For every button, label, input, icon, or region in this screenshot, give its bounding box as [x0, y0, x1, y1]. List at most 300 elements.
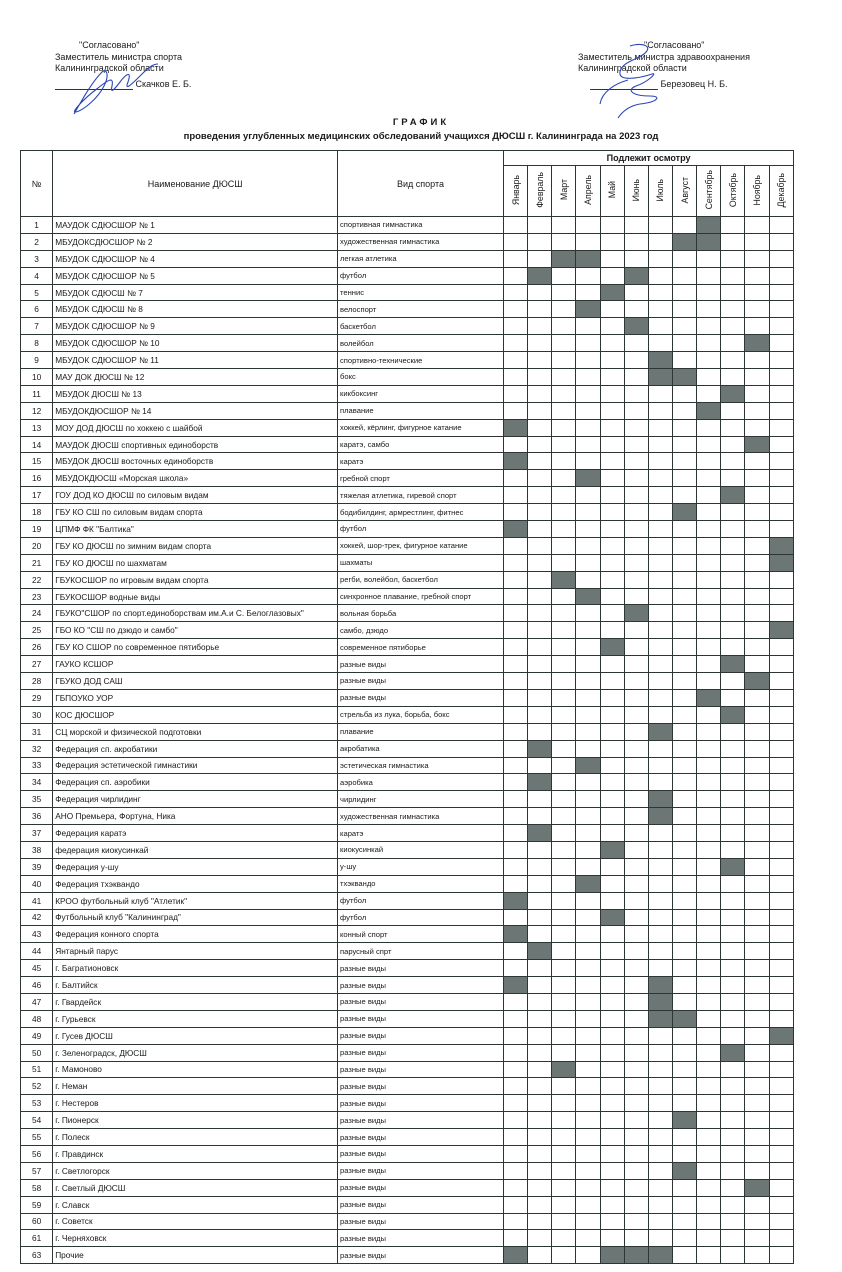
exam-month-cell	[648, 1145, 672, 1162]
exam-month-cell	[697, 858, 721, 875]
exam-month-cell	[673, 1027, 697, 1044]
exam-month-cell	[552, 301, 576, 318]
exam-month-cell	[745, 453, 769, 470]
sport-type: разные виды	[338, 673, 504, 690]
row-number: 6	[21, 301, 53, 318]
exam-month-cell	[721, 402, 745, 419]
exam-month-marked	[721, 385, 745, 402]
exam-month-cell	[648, 909, 672, 926]
document-subtitle: проведения углубленных медицинских обследований учащихся ДЮСШ г. Калининграда на 2023 год	[183, 131, 659, 142]
exam-month-cell	[552, 926, 576, 943]
exam-month-cell	[576, 1027, 600, 1044]
exam-month-cell	[721, 808, 745, 825]
exam-month-cell	[721, 926, 745, 943]
exam-month-cell	[552, 504, 576, 521]
exam-month-marked	[600, 639, 624, 656]
exam-month-cell	[576, 1213, 600, 1230]
exam-month-cell	[648, 487, 672, 504]
approval-block-sport-ministry	[55, 40, 191, 90]
exam-month-cell	[721, 723, 745, 740]
exam-month-cell	[721, 436, 745, 453]
exam-month-cell	[552, 1112, 576, 1129]
approval-position: Заместитель министра здравоохранения	[578, 51, 750, 62]
exam-month-cell	[576, 1162, 600, 1179]
exam-month-marked	[673, 369, 697, 386]
sport-type: футбол	[338, 909, 504, 926]
exam-month-cell	[504, 217, 528, 234]
exam-month-cell	[721, 977, 745, 994]
exam-month-cell	[648, 1078, 672, 1095]
exam-month-cell	[504, 622, 528, 639]
exam-month-cell	[600, 352, 624, 369]
table-row	[21, 284, 794, 301]
exam-month-cell	[648, 436, 672, 453]
exam-month-cell	[504, 470, 528, 487]
exam-month-cell	[504, 436, 528, 453]
table-row	[21, 369, 794, 386]
exam-month-cell	[697, 537, 721, 554]
exam-month-cell	[697, 301, 721, 318]
exam-month-cell	[697, 791, 721, 808]
exam-month-cell	[552, 1247, 576, 1264]
sport-type: хоккей, кёрлинг, фигурное катание	[338, 419, 504, 436]
exam-month-cell	[576, 504, 600, 521]
approval-position: Заместитель министра спорта	[55, 51, 183, 62]
exam-month-cell	[745, 537, 769, 554]
exam-month-cell	[528, 1247, 552, 1264]
exam-month-cell	[769, 757, 793, 774]
exam-month-cell	[673, 1129, 697, 1146]
exam-month-cell	[552, 841, 576, 858]
exam-month-marked	[624, 1247, 648, 1264]
exam-month-cell	[576, 622, 600, 639]
exam-month-cell	[769, 1247, 793, 1264]
exam-month-cell	[528, 1061, 552, 1078]
exam-month-cell	[648, 402, 672, 419]
exam-month-marked	[600, 909, 624, 926]
exam-month-cell	[673, 217, 697, 234]
exam-month-cell	[648, 1061, 672, 1078]
exam-month-marked	[504, 892, 528, 909]
exam-month-marked	[769, 554, 793, 571]
table-row	[21, 1129, 794, 1146]
school-name: МБУДОК СДЮСШОР № 9	[53, 318, 338, 335]
exam-month-marked	[624, 605, 648, 622]
exam-month-marked	[721, 656, 745, 673]
exam-month-cell	[697, 521, 721, 538]
exam-month-cell	[769, 470, 793, 487]
exam-month-marked	[745, 673, 769, 690]
sport-type: разные виды	[338, 1247, 504, 1264]
exam-month-cell	[576, 740, 600, 757]
exam-month-cell	[648, 892, 672, 909]
school-name: г. Светлогорск	[53, 1162, 338, 1179]
school-name: МБУДОК ДЮСШ восточных единоборств	[53, 453, 338, 470]
sport-type: разные виды	[338, 993, 504, 1010]
row-number: 44	[21, 943, 53, 960]
exam-month-marked	[673, 504, 697, 521]
school-name: Федерация сп. аэробики	[53, 774, 338, 791]
sport-type: разные виды	[338, 1061, 504, 1078]
school-name: Федерация конного спорта	[53, 926, 338, 943]
exam-month-cell	[528, 993, 552, 1010]
row-number: 2	[21, 233, 53, 250]
exam-month-cell	[648, 639, 672, 656]
table-row	[21, 1179, 794, 1196]
exam-month-cell	[552, 369, 576, 386]
exam-month-cell	[528, 470, 552, 487]
exam-month-cell	[769, 504, 793, 521]
exam-month-cell	[769, 250, 793, 267]
month-label: Декабрь	[776, 172, 787, 208]
exam-month-cell	[697, 1027, 721, 1044]
exam-month-cell	[648, 1027, 672, 1044]
exam-month-cell	[552, 605, 576, 622]
row-number: 41	[21, 892, 53, 909]
exam-month-cell	[504, 723, 528, 740]
exam-month-cell	[528, 639, 552, 656]
exam-month-cell	[745, 470, 769, 487]
exam-month-cell	[504, 1129, 528, 1146]
sport-type: шахматы	[338, 554, 504, 571]
exam-month-cell	[576, 1129, 600, 1146]
exam-month-cell	[721, 1213, 745, 1230]
exam-month-cell	[528, 1145, 552, 1162]
exam-month-cell	[745, 808, 769, 825]
row-number: 60	[21, 1213, 53, 1230]
exam-month-cell	[697, 841, 721, 858]
approval-quoted: "Согласовано"	[79, 40, 140, 50]
table-row	[21, 639, 794, 656]
row-number: 55	[21, 1129, 53, 1146]
table-row	[21, 841, 794, 858]
exam-month-cell	[673, 1196, 697, 1213]
exam-month-marked	[648, 808, 672, 825]
sport-type: футбол	[338, 521, 504, 538]
exam-month-cell	[745, 723, 769, 740]
exam-month-cell	[552, 385, 576, 402]
table-row	[21, 250, 794, 267]
sport-type: чирлидинг	[338, 791, 504, 808]
exam-month-cell	[600, 588, 624, 605]
row-number: 39	[21, 858, 53, 875]
exam-month-cell	[721, 825, 745, 842]
exam-month-cell	[769, 706, 793, 723]
school-name: Федерация у-шу	[53, 858, 338, 875]
exam-month-cell	[504, 487, 528, 504]
exam-month-cell	[769, 892, 793, 909]
exam-month-cell	[600, 267, 624, 284]
row-number: 50	[21, 1044, 53, 1061]
exam-month-cell	[769, 1044, 793, 1061]
exam-month-cell	[528, 875, 552, 892]
exam-month-cell	[624, 1010, 648, 1027]
exam-month-cell	[528, 673, 552, 690]
exam-month-cell	[624, 217, 648, 234]
row-number: 19	[21, 521, 53, 538]
exam-month-cell	[504, 588, 528, 605]
exam-month-cell	[528, 504, 552, 521]
table-row	[21, 689, 794, 706]
sport-type: самбо, дзюдо	[338, 622, 504, 639]
exam-month-cell	[648, 504, 672, 521]
exam-month-cell	[624, 926, 648, 943]
exam-month-cell	[721, 673, 745, 690]
exam-month-cell	[504, 554, 528, 571]
exam-month-cell	[745, 960, 769, 977]
exam-month-cell	[697, 1162, 721, 1179]
exam-month-cell	[721, 233, 745, 250]
exam-month-cell	[769, 1061, 793, 1078]
row-number: 52	[21, 1078, 53, 1095]
exam-month-cell	[600, 1027, 624, 1044]
sport-type: разные виды	[338, 1213, 504, 1230]
exam-month-cell	[745, 1196, 769, 1213]
school-name: Федерация каратэ	[53, 825, 338, 842]
exam-month-cell	[576, 521, 600, 538]
exam-month-cell	[504, 1213, 528, 1230]
row-number: 27	[21, 656, 53, 673]
exam-month-cell	[697, 470, 721, 487]
sport-type: разные виды	[338, 1162, 504, 1179]
row-number: 21	[21, 554, 53, 571]
exam-month-cell	[576, 723, 600, 740]
exam-month-cell	[552, 723, 576, 740]
month-header	[721, 166, 745, 217]
exam-month-cell	[721, 1145, 745, 1162]
exam-month-cell	[624, 588, 648, 605]
exam-month-cell	[745, 791, 769, 808]
school-name: ГБО КО "СШ по дзюдо и самбо"	[53, 622, 338, 639]
exam-month-cell	[576, 825, 600, 842]
sport-type: велоспорт	[338, 301, 504, 318]
exam-month-cell	[600, 1112, 624, 1129]
sport-type: художественная гимнастика	[338, 233, 504, 250]
exam-month-cell	[600, 419, 624, 436]
exam-month-cell	[697, 740, 721, 757]
exam-month-cell	[673, 301, 697, 318]
exam-month-marked	[576, 757, 600, 774]
exam-month-cell	[576, 1230, 600, 1247]
exam-month-cell	[745, 1213, 769, 1230]
exam-month-cell	[552, 1162, 576, 1179]
exam-month-cell	[576, 267, 600, 284]
exam-month-cell	[769, 723, 793, 740]
exam-month-cell	[721, 453, 745, 470]
exam-month-cell	[576, 1179, 600, 1196]
exam-month-marked	[697, 689, 721, 706]
exam-month-marked	[721, 706, 745, 723]
exam-month-cell	[769, 656, 793, 673]
exam-month-cell	[745, 402, 769, 419]
exam-month-cell	[504, 909, 528, 926]
exam-month-cell	[600, 385, 624, 402]
exam-month-cell	[745, 909, 769, 926]
exam-month-cell	[576, 774, 600, 791]
month-label: Июнь	[631, 178, 642, 202]
exam-month-cell	[576, 537, 600, 554]
exam-month-cell	[552, 960, 576, 977]
exam-month-cell	[600, 453, 624, 470]
exam-month-cell	[745, 504, 769, 521]
exam-month-cell	[648, 1162, 672, 1179]
row-number: 28	[21, 673, 53, 690]
exam-month-cell	[528, 1213, 552, 1230]
exam-month-marked	[504, 977, 528, 994]
exam-month-cell	[721, 774, 745, 791]
table-row	[21, 1145, 794, 1162]
exam-month-cell	[697, 892, 721, 909]
school-name: МОУ ДОД ДЮСШ по хоккею с шайбой	[53, 419, 338, 436]
exam-month-marked	[576, 250, 600, 267]
exam-month-cell	[648, 706, 672, 723]
exam-month-cell	[504, 1230, 528, 1247]
exam-month-cell	[673, 554, 697, 571]
exam-month-cell	[697, 335, 721, 352]
exam-month-cell	[528, 1044, 552, 1061]
exam-month-cell	[576, 977, 600, 994]
sport-type: легкая атлетика	[338, 250, 504, 267]
table-row	[21, 504, 794, 521]
exam-month-cell	[624, 1061, 648, 1078]
exam-month-cell	[769, 1162, 793, 1179]
school-name: ГБУКОСШОР по игровым видам спорта	[53, 571, 338, 588]
exam-month-cell	[673, 943, 697, 960]
exam-month-cell	[673, 858, 697, 875]
exam-month-cell	[721, 267, 745, 284]
signatory-name: Березовец Н. Б.	[660, 78, 728, 89]
exam-month-marked	[552, 250, 576, 267]
exam-month-cell	[769, 453, 793, 470]
exam-month-cell	[576, 673, 600, 690]
exam-month-cell	[648, 588, 672, 605]
exam-month-cell	[504, 267, 528, 284]
exam-month-cell	[624, 943, 648, 960]
exam-month-cell	[697, 774, 721, 791]
exam-month-cell	[504, 284, 528, 301]
sport-type: разные виды	[338, 1044, 504, 1061]
exam-month-cell	[673, 689, 697, 706]
sport-type: спортивная гимнастика	[338, 217, 504, 234]
row-number: 38	[21, 841, 53, 858]
exam-month-cell	[576, 1095, 600, 1112]
exam-month-cell	[697, 977, 721, 994]
exam-month-cell	[745, 588, 769, 605]
exam-month-cell	[552, 993, 576, 1010]
exam-month-cell	[528, 622, 552, 639]
school-name: МБУДОК СДЮСШ № 8	[53, 301, 338, 318]
exam-month-cell	[721, 284, 745, 301]
exam-month-cell	[721, 521, 745, 538]
exam-month-cell	[648, 689, 672, 706]
exam-month-marked	[504, 1247, 528, 1264]
exam-month-cell	[624, 369, 648, 386]
exam-month-cell	[673, 385, 697, 402]
exam-month-cell	[745, 605, 769, 622]
exam-month-cell	[504, 673, 528, 690]
exam-month-cell	[552, 217, 576, 234]
exam-month-cell	[552, 892, 576, 909]
exam-month-cell	[528, 757, 552, 774]
table-row	[21, 622, 794, 639]
exam-month-cell	[721, 1010, 745, 1027]
exam-month-cell	[600, 504, 624, 521]
exam-month-cell	[745, 1129, 769, 1146]
exam-month-cell	[528, 926, 552, 943]
exam-month-marked	[624, 318, 648, 335]
exam-month-cell	[697, 1230, 721, 1247]
sport-type: разные виды	[338, 1027, 504, 1044]
exam-month-cell	[745, 1112, 769, 1129]
exam-month-cell	[769, 402, 793, 419]
exam-month-cell	[600, 993, 624, 1010]
row-number: 43	[21, 926, 53, 943]
exam-month-cell	[552, 521, 576, 538]
exam-month-cell	[648, 1044, 672, 1061]
sport-type: тяжелая атлетика, гиревой спорт	[338, 487, 504, 504]
exam-month-cell	[697, 554, 721, 571]
exam-month-cell	[552, 352, 576, 369]
month-label: Август	[679, 176, 690, 204]
exam-month-cell	[600, 301, 624, 318]
exam-month-cell	[721, 689, 745, 706]
school-name: г. Нестеров	[53, 1095, 338, 1112]
exam-month-cell	[600, 774, 624, 791]
exam-month-cell	[648, 419, 672, 436]
sport-type: эстетическая гимнастика	[338, 757, 504, 774]
exam-month-cell	[600, 1078, 624, 1095]
sport-type: гребной спорт	[338, 470, 504, 487]
exam-month-cell	[552, 656, 576, 673]
exam-month-cell	[576, 1044, 600, 1061]
school-name: МБУДОКДЮСШОР № 14	[53, 402, 338, 419]
exam-month-cell	[673, 757, 697, 774]
exam-month-cell	[528, 605, 552, 622]
exam-month-cell	[721, 1230, 745, 1247]
row-number: 9	[21, 352, 53, 369]
exam-month-cell	[552, 267, 576, 284]
exam-month-cell	[528, 419, 552, 436]
exam-month-cell	[673, 892, 697, 909]
exam-month-cell	[504, 960, 528, 977]
sport-type: разные виды	[338, 960, 504, 977]
exam-month-cell	[600, 369, 624, 386]
row-number: 22	[21, 571, 53, 588]
exam-month-cell	[600, 791, 624, 808]
month-label: Октябрь	[727, 172, 738, 208]
school-name: ГБУКОСШОР водные виды	[53, 588, 338, 605]
row-number: 45	[21, 960, 53, 977]
exam-month-cell	[745, 352, 769, 369]
exam-month-cell	[504, 1044, 528, 1061]
exam-month-cell	[600, 1061, 624, 1078]
school-name: ГБУКО ДОД САШ	[53, 673, 338, 690]
exam-month-cell	[769, 1196, 793, 1213]
exam-month-marked	[576, 588, 600, 605]
exam-month-cell	[528, 436, 552, 453]
row-number: 17	[21, 487, 53, 504]
exam-month-cell	[600, 521, 624, 538]
table-row	[21, 385, 794, 402]
exam-month-cell	[745, 301, 769, 318]
row-number: 13	[21, 419, 53, 436]
exam-month-marked	[528, 825, 552, 842]
exam-month-cell	[648, 284, 672, 301]
exam-month-cell	[552, 470, 576, 487]
exam-month-cell	[528, 402, 552, 419]
school-name: г. Правдинск	[53, 1145, 338, 1162]
exam-month-cell	[673, 841, 697, 858]
